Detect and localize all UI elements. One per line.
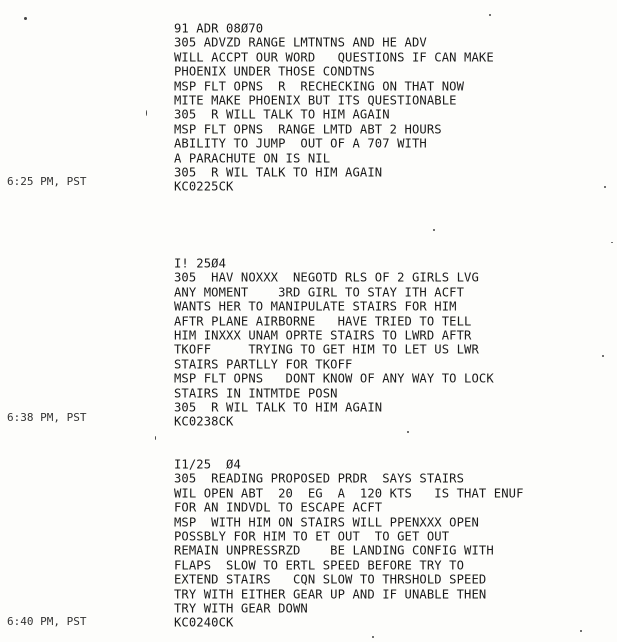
message-line: MSP FLT OPNS R RECHECKING ON THAT NOW (174, 78, 465, 94)
message-line: HIM INXXX UNAM OPRTE STAIRS TO LWRD AFTR (174, 328, 472, 343)
message-line: 305 R WIL TALK TO HIM AGAIN (174, 400, 383, 415)
message-line: 305 R WIL TALK TO HIM AGAIN (174, 165, 383, 180)
teletype-message-block (174, 256, 494, 429)
timestamp-label: 6:25 PM, PST (7, 175, 87, 188)
scan-speck (24, 17, 27, 20)
message-line: KC0240CK (174, 615, 234, 631)
message-line: STAIRS PARTLLY FOR TKOFF (174, 356, 353, 372)
message-line: MSP WITH HIM ON STAIRS WILL PPENXXX OPEN (174, 514, 479, 530)
message-line: EXTEND STAIRS CQN SLOW TO THRSHOLD SPEED (174, 572, 487, 587)
message-line: WANTS HER TO MANIPULATE STAIRS FOR HIM (174, 299, 457, 314)
message-line: I! 25Ø4 (174, 256, 227, 271)
message-line: 305 READING PROPOSED PRDR SAYS STAIRS (174, 471, 465, 487)
scan-speck (155, 436, 156, 440)
message-line: I1/25 Ø4 (174, 457, 241, 472)
scan-speck (372, 636, 374, 638)
message-line: KC0225CK (174, 179, 234, 195)
message-line: 305 R WILL TALK TO HIM AGAIN (174, 107, 390, 123)
message-line: PHOENIX UNDER THOSE CONDTNS (174, 64, 375, 79)
message-line: ABILITY TO JUMP OUT OF A 707 WITH (174, 136, 427, 151)
message-line: 305 HAV NOXXX NEGOTD RLS OF 2 GIRLS LVG (174, 270, 479, 286)
message-line: 91 ADR 08Ø70 (174, 21, 264, 36)
teletype-message-block (174, 457, 524, 630)
scan-speck (602, 355, 604, 357)
message-line: A PARACHUTE ON IS NIL (174, 150, 331, 166)
message-line: FOR AN INDVDL TO ESCAPE ACFT (174, 500, 383, 515)
message-line: TRY WITH EITHER GEAR UP AND IF UNABLE THEN (174, 586, 487, 602)
scan-speck (580, 630, 582, 632)
message-line: TRY WITH GEAR DOWN (174, 601, 308, 616)
scan-speck (146, 110, 147, 116)
message-line: MITE MAKE PHOENIX BUT ITS QUESTIONABLE (174, 93, 457, 108)
message-line: REMAIN UNPRESSRZD BE LANDING CONFIG WITH (174, 543, 494, 559)
scan-speck (433, 229, 435, 231)
scan-speck (604, 186, 606, 188)
message-line: TKOFF TRYING TO GET HIM TO LET US LWR (174, 342, 479, 358)
message-line: MSP FLT OPNS RANGE LMTD ABT 2 HOURS (174, 121, 442, 137)
message-line: AFTR PLANE AIRBORNE HAVE TRIED TO TELL (174, 313, 472, 329)
message-line: POSSBLY FOR HIM TO ET OUT TO GET OUT (174, 529, 450, 544)
message-line: MSP FLT OPNS DONT KNOW OF ANY WAY TO LOCK (174, 371, 494, 386)
message-line: WIL OPEN ABT 20 EG A 120 KTS IS THAT ENUF (174, 485, 524, 501)
message-line: ANY MOMENT 3RD GIRL TO STAY ITH ACFT (174, 284, 465, 300)
timestamp-label: 6:40 PM, PST (7, 615, 87, 628)
message-line: KC0238CK (174, 414, 234, 430)
scan-speck (489, 14, 491, 16)
message-line: 305 ADVZD RANGE LMTNTNS AND HE ADV (174, 35, 427, 51)
message-line: WILL ACCPT OUR WORD QUESTIONS IF CAN MAKE (174, 49, 494, 65)
message-line: STAIRS IN INTMTDE POSN (174, 385, 338, 401)
scan-speck (611, 242, 613, 243)
timestamp-label: 6:38 PM, PST (7, 411, 87, 424)
teletype-message-block (174, 21, 494, 194)
scan-speck (407, 431, 409, 433)
message-line: FLAPS SLOW TO ERTL SPEED BEFORE TRY TO (174, 557, 465, 573)
